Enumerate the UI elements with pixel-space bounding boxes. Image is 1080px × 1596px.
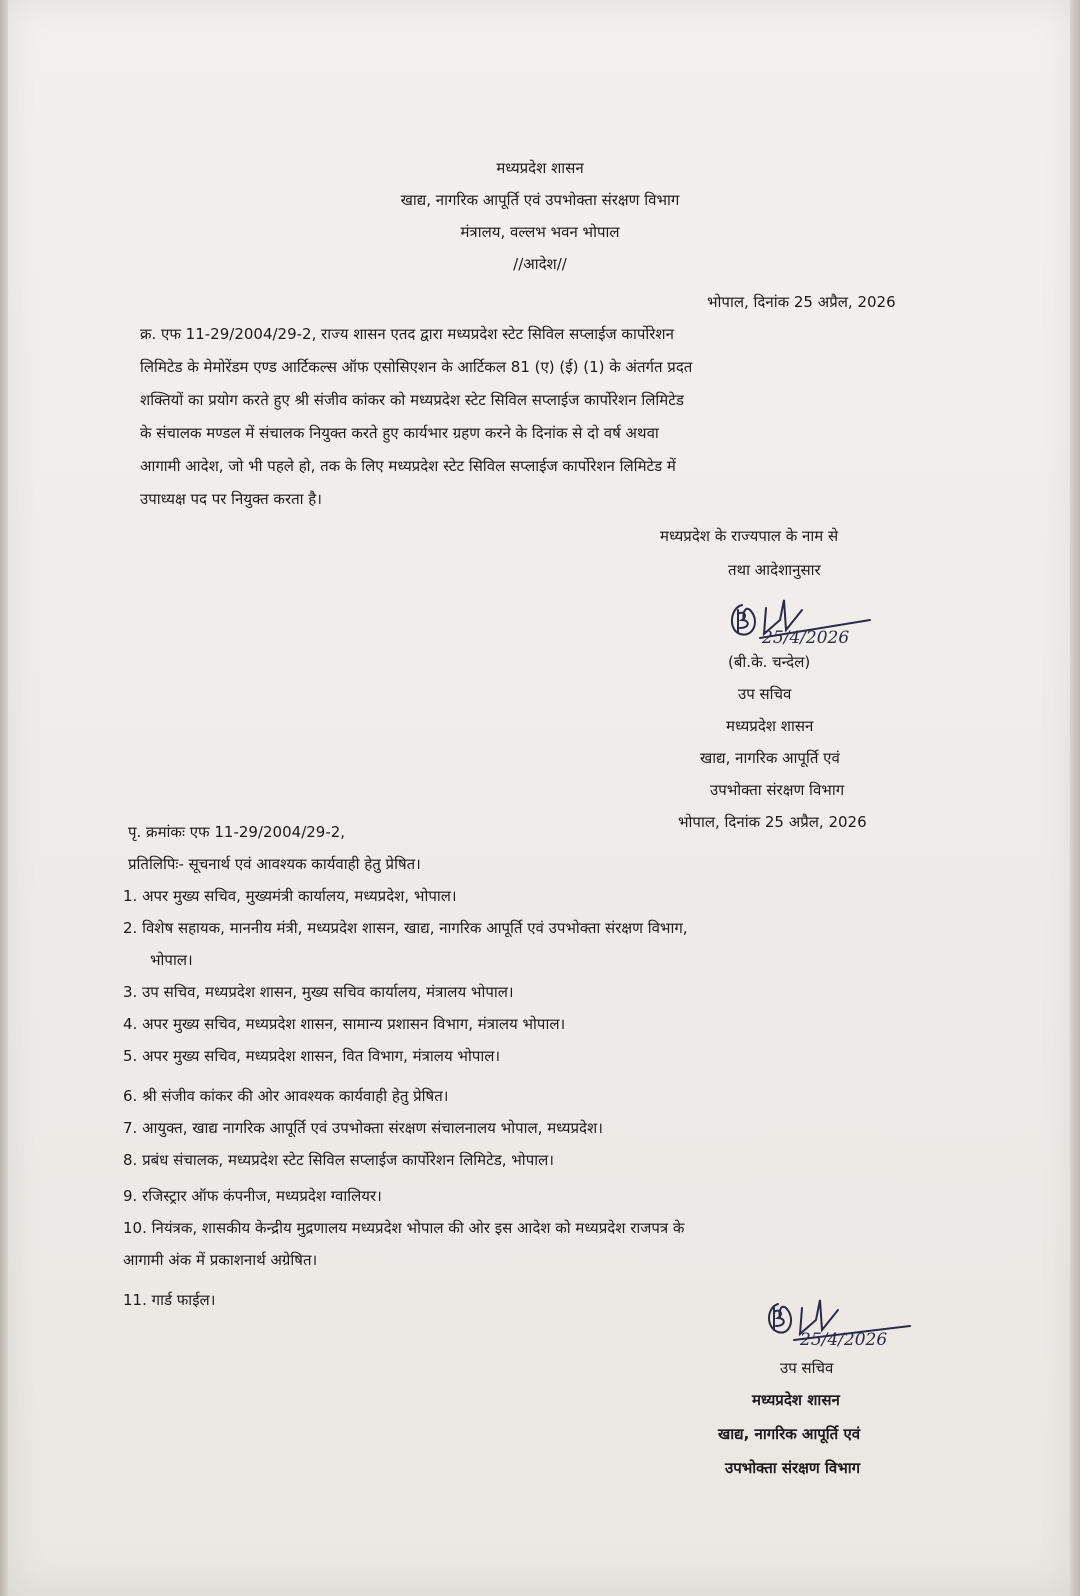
signer-date: भोपाल, दिनांक 25 अप्रैल, 2026 (678, 813, 867, 831)
signer-office-1: मध्यप्रदेश शासन (726, 717, 814, 735)
signer2-office-3: उपभोक्ता संरक्षण विभाग (725, 1459, 861, 1477)
header-department: खाद्य, नागरिक आपूर्ति एवं उपभोक्ता संरक्षण विभाग (400, 191, 680, 209)
signer-office-2: खाद्य, नागरिक आपूर्ति एवं (700, 749, 840, 767)
list-item: 7. आयुक्त, खाद्य नागरिक आपूर्ति एवं उपभोक्ता संरक्षण संचालनालय भोपाल, मध्यप्रदेश। (123, 1119, 603, 1137)
list-item: 4. अपर मुख्य सचिव, मध्यप्रदेश शासन, सामान्य प्रशासन विभाग, मंत्रालय भोपाल। (123, 1015, 566, 1033)
order-line: क्र. एफ 11-29/2004/29-2, राज्य शासन एतद द्वारा मध्यप्रदेश स्टेट सिविल सप्लाईज कार्पोरेशन (140, 325, 674, 343)
list-item: आगामी अंक में प्रकाशनार्थ अग्रेषित। (123, 1251, 318, 1269)
order-line: आगामी आदेश, जो भी पहले हो, तक के लिए मध्यप्रदेश स्टेट सिविल सप्लाईज कार्पोरेशन लिमिटेड में (140, 457, 676, 475)
authority-line-1: मध्यप्रदेश के राज्यपाल के नाम से (660, 527, 839, 545)
order-line: के संचालक मण्डल में संचालक नियुक्त करते हुए कार्यभार ग्रहण करने के दिनांक से दो वर्ष अथवा (140, 424, 659, 442)
list-item: 8. प्रबंध संचालक, मध्यप्रदेश स्टेट सिविल सप्लाईज कार्पोरेशन लिमिटेड, भोपाल। (123, 1151, 554, 1169)
order-date: भोपाल, दिनांक 25 अप्रैल, 2026 (707, 293, 896, 311)
list-item: 3. उप सचिव, मध्यप्रदेश शासन, मुख्य सचिव कार्यालय, मंत्रालय भोपाल। (123, 983, 514, 1001)
order-line: लिमिटेड के मेमोरेंडम एण्ड आर्टिकल्स ऑफ एसोसिएशन के आर्टिकल 81 (ए) (ई) (1) के अंतर्गत प्रदत (140, 358, 693, 376)
header-address: मंत्रालय, वल्लभ भवन भोपाल (460, 223, 620, 241)
list-item: 6. श्री संजीव कांकर की ओर आवश्यक कार्यवाही हेतु प्रेषित। (123, 1087, 449, 1105)
order-line: उपाध्यक्ष पद पर नियुक्त करता है। (140, 490, 322, 508)
list-item: 1. अपर मुख्य सचिव, मुख्यमंत्री कार्यालय, मध्यप्रदेश, भोपाल। (123, 887, 457, 905)
signer2-office-2: खाद्य, नागरिक आपूर्ति एवं (718, 1425, 861, 1443)
signer2-designation: उप सचिव (780, 1359, 834, 1377)
list-item: 2. विशेष सहायक, माननीय मंत्री, मध्यप्रदेश शासन, खाद्य, नागरिक आपूर्ति एवं उपभोक्ता संरक्षण विभाग, (123, 919, 688, 937)
order-line: शक्तियों का प्रयोग करते हुए श्री संजीव कांकर को मध्यप्रदेश स्टेट सिविल सप्लाईज कार्पोरेशन लिमिटेड (140, 391, 684, 409)
signature-2-date: 25/4/2026 (800, 1330, 888, 1350)
list-item: 10. नियंत्रक, शासकीय केन्द्रीय मुद्रणालय मध्यप्रदेश भोपाल की ओर इस आदेश को मध्यप्रदेश राजपत्र के (123, 1219, 685, 1237)
order-paragraph (140, 318, 956, 516)
list-item: 9. रजिस्ट्रार ऑफ कंपनीज, मध्यप्रदेश ग्वालियर। (123, 1187, 382, 1205)
list-item: 5. अपर मुख्य सचिव, मध्यप्रदेश शासन, वित विभाग, मंत्रालय भोपाल। (123, 1047, 501, 1065)
endorsement-ref: पृ. क्रमांकः एफ 11-29/2004/29-2, (128, 823, 346, 841)
list-item: 11. गार्ड फाईल। (123, 1291, 216, 1309)
endorsement-copy: प्रतिलिपिः- सूचनार्थ एवं आवश्यक कार्यवाही हेतु प्रेषित। (128, 855, 421, 873)
signer-office-3: उपभोक्ता संरक्षण विभाग (710, 781, 845, 799)
signer2-office-1: मध्यप्रदेश शासन (752, 1391, 840, 1409)
signer-name: (बी.के. चन्देल) (728, 653, 811, 671)
handwritten-signature-1 (720, 590, 890, 660)
header-order-title: //आदेश// (513, 255, 567, 273)
list-item: भोपाल। (150, 951, 193, 969)
signature-1-date: 25/4/2026 (762, 628, 850, 648)
signer-designation: उप सचिव (738, 685, 792, 703)
authority-line-2: तथा आदेशानुसार (728, 561, 821, 579)
header-government: मध्यप्रदेश शासन (496, 159, 584, 177)
